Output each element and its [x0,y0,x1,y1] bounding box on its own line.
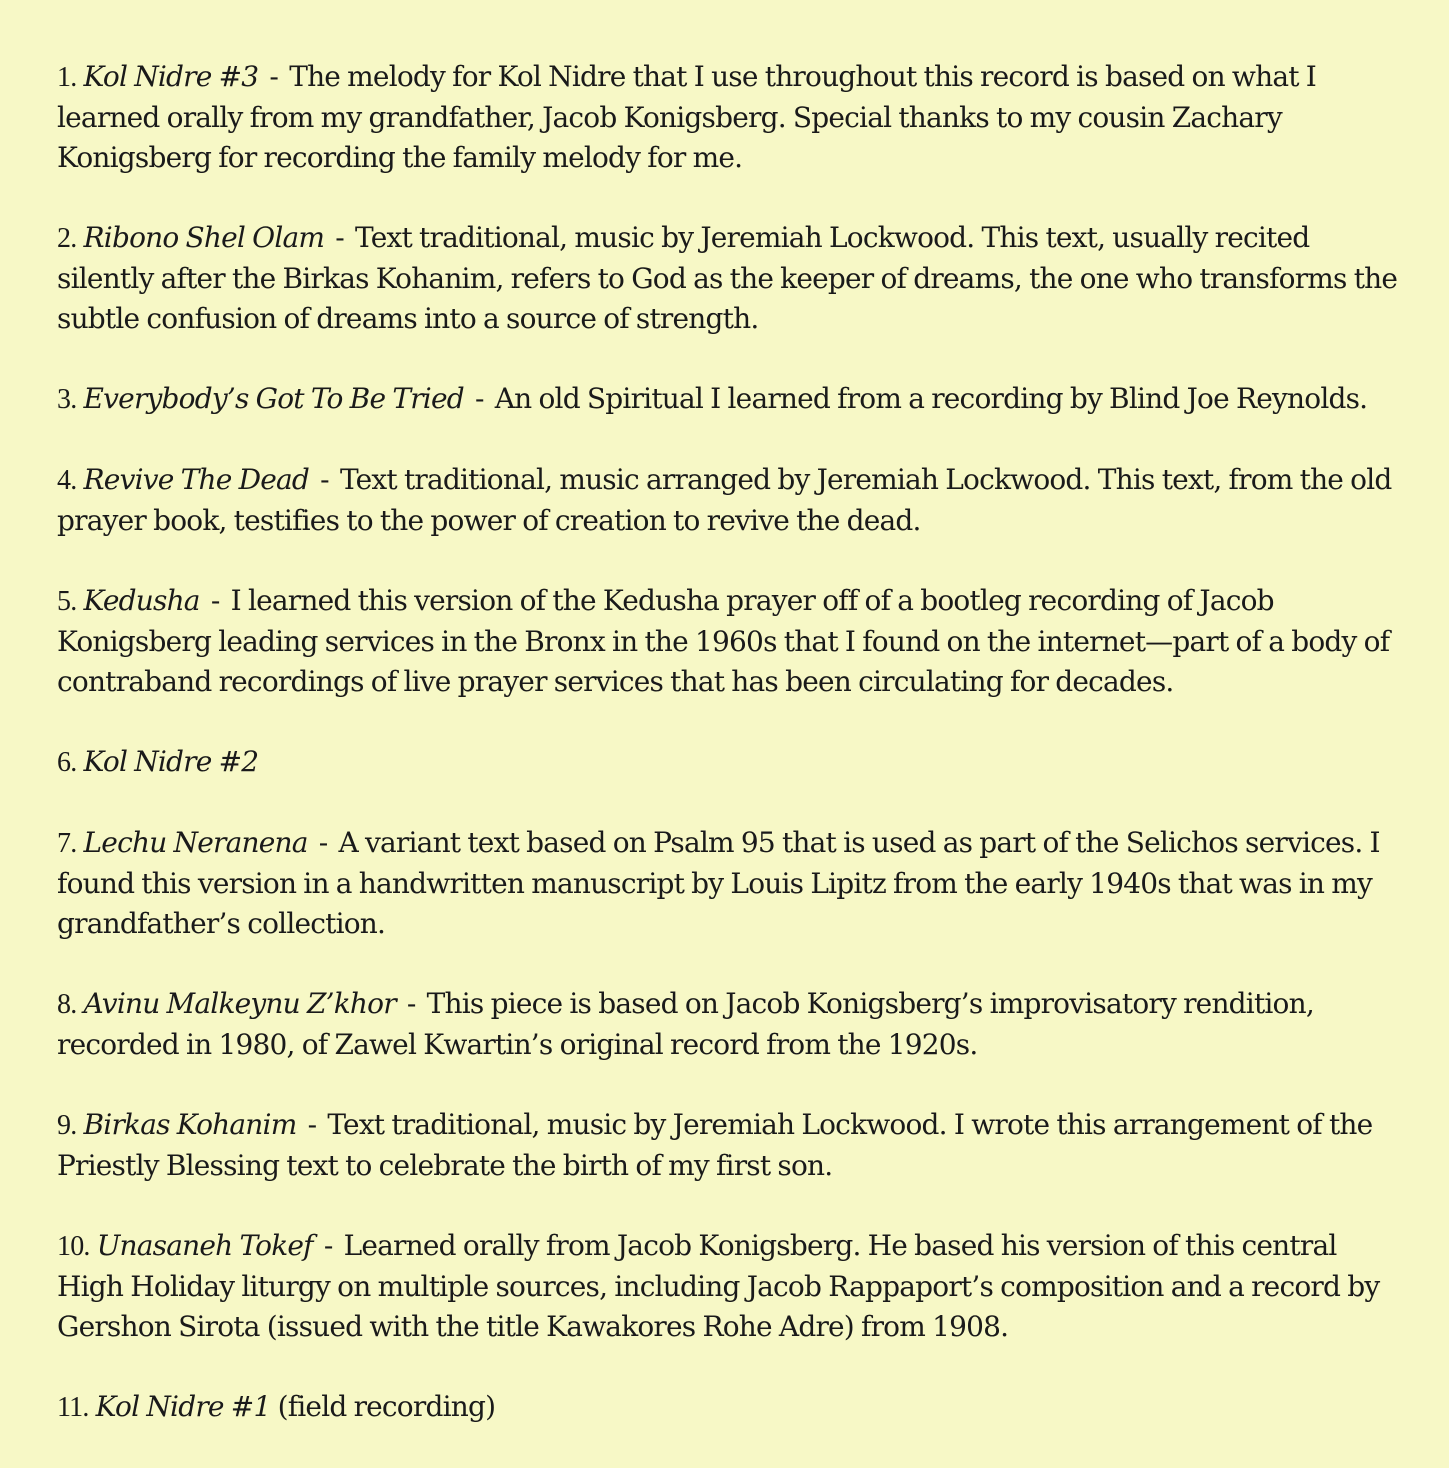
track-note [57,460,1409,541]
separator: - [269,60,279,93]
separator: - [335,221,344,254]
separator: - [406,987,416,1020]
track-number: 6. [57,747,77,778]
liner-notes [57,57,1409,1468]
track-title: Lechu Neranena [83,826,308,859]
track-number: 8. [57,989,77,1020]
track-title: Kol Nidre #3 [83,60,259,93]
track-description: I learned this version of the Kedusha prayer off of a bootleg recording of Jacob Konigsberg leading services in the Bronx in the 1960s that I found on the internet—part of a body of contraband recordings of live prayer services that has been circulating for decades. [57,584,1390,698]
track-note [57,57,1409,178]
track-note [57,218,1409,339]
track-description: Text traditional, music arranged by Jeremiah Lockwood. This text, from the old prayer book, testifies to the power of creation to revive the dead. [57,463,1392,537]
track-title: Kedusha [83,584,200,617]
track-title: Avinu Malkeynu Z’khor [83,987,396,1020]
track-description: This piece is based on Jacob Konigsberg’s improvisatory rendition, recorded in 1980, of Zawel Kwartin’s original record from the 1920s. [57,987,1314,1061]
track-number: 11. [57,1392,89,1423]
track-number: 3. [57,384,77,415]
separator: - [323,1229,333,1262]
track-note [57,742,1409,783]
separator: - [320,463,329,496]
track-number: 9. [57,1110,77,1141]
track-note [57,984,1409,1065]
separator: - [210,584,220,617]
track-note [57,581,1409,702]
track-title: Kol Nidre #2 [83,745,259,778]
track-title: Unasaneh Tokef [96,1229,313,1262]
track-description: An old Spiritual I learned from a recording by Blind Joe Reynolds. [494,382,1368,415]
track-title: Birkas Kohanim [83,1108,297,1141]
track-description: Text traditional, music by Jeremiah Lockwood. I wrote this arrangement of the Priestly Blessing text to celebrate the birth of my first son. [57,1108,1373,1182]
track-title: Everybody’s Got To Be Tried [83,382,464,415]
separator: - [474,382,484,415]
track-description: Learned orally from Jacob Konigsberg. He based his version of this central High Holiday liturgy on multiple sources, including Jacob Rappaport’s composition and a record by Gershon Sirota (issued with the title Kawakores Rohe Adre) from 1908. [57,1229,1380,1343]
track-title: Ribono Shel Olam [83,221,325,254]
track-description: A variant text based on Psalm 95 that is used as part of the Selichos services. I found this version in a handwritten manuscript by Louis Lipitz from the early 1940s that was in my grandfather’s collection. [57,826,1380,940]
separator: - [318,826,328,859]
track-title: Kol Nidre #1 [95,1390,271,1423]
track-title: Revive The Dead [83,463,310,496]
track-number: 5. [57,586,77,617]
track-note [57,379,1409,420]
track-number: 10. [57,1231,90,1262]
separator: - [307,1108,317,1141]
track-number: 2. [57,223,77,254]
track-note [57,1226,1409,1347]
track-description: The melody for Kol Nidre that I use throughout this record is based on what I learned orally from my grandfather, Jacob Konigsberg. Special thanks to my cousin Zachary Konigsberg for recording the family melody for me. [57,60,1317,174]
track-note [57,1105,1409,1186]
track-description: Text traditional, music by Jeremiah Lockwood. This text, usually recited silently after the Birkas Kohanim, refers to God as the keeper of dreams, the one who transforms the subtle confusion of dreams into a source of strength. [57,221,1398,335]
track-number: 1. [57,62,77,93]
track-note [57,823,1409,944]
track-number: 4. [57,465,77,496]
track-description: (field recording) [277,1390,496,1423]
track-number: 7. [57,828,77,859]
track-note [57,1387,1409,1428]
